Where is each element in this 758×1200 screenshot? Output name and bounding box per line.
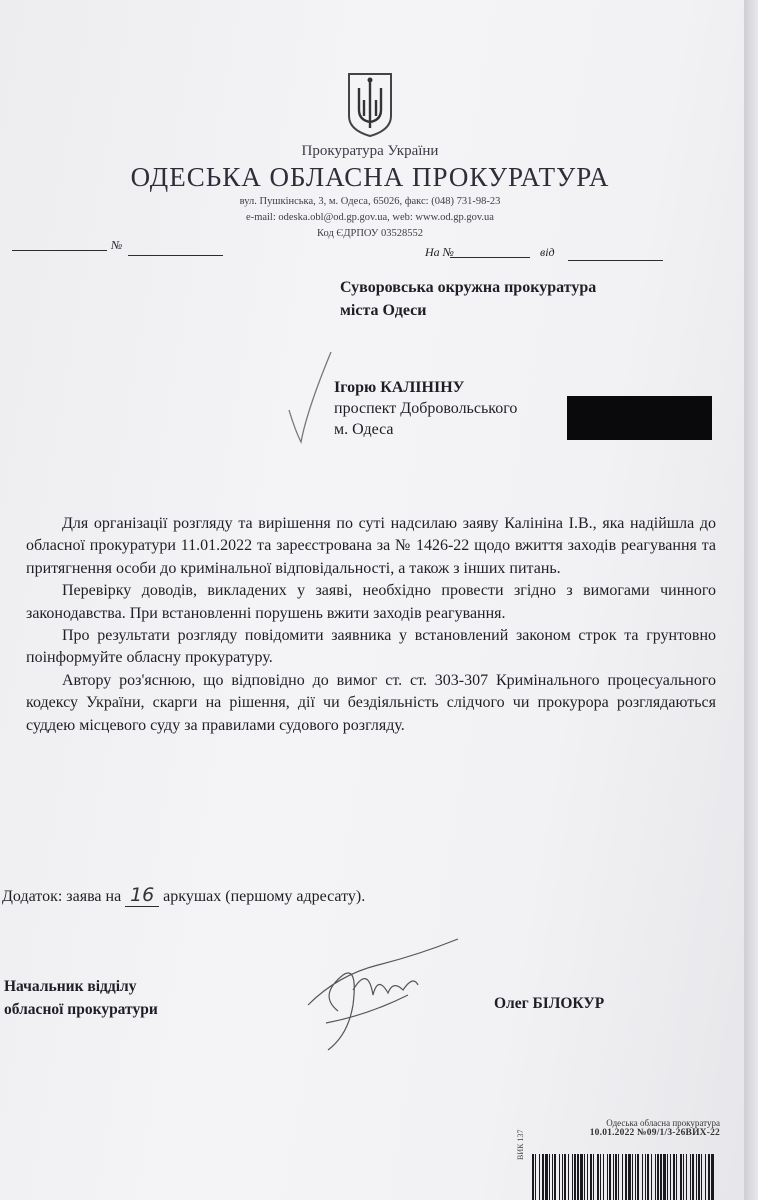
signer-position-line1: Начальник відділу: [4, 978, 137, 995]
body-paragraph-2: Перевірку доводів, викладених у заяві, необхідно провести згідно з вимогами чинного законодавства. При встановленні порушень вжити заходів реагування.: [26, 582, 716, 622]
recipient-person: [334, 377, 517, 440]
incoming-no-label: На №: [425, 245, 454, 259]
stamp-line1: Одеська обласна прокуратура: [606, 1118, 720, 1128]
body-paragraph-3: Про результати розгляду повідомити заявника у встановлений законом строк та грунтовно поінформуйте обласну прокуратуру.: [26, 627, 716, 667]
checkmark-icon: [285, 350, 335, 445]
attachment-line: [2, 884, 365, 907]
body-paragraph-1: Для організації розгляду та вирішення по суті надсилаю заяву Калініна І.В., яка надійшла до обласної прокуратури 11.01.2022 та зареєстрована за № 1426-22 щодо вжиття заходів реагування та притягнення особи до кримінальної відповідальності, а також з інших питань.: [26, 515, 716, 577]
outgoing-date-line: [12, 250, 107, 251]
incoming-no-line: [450, 257, 530, 258]
agency-edrpou: Код ЄДРПОУ 03528552: [317, 228, 423, 239]
barcode-side-label: ВИК 137: [516, 1129, 525, 1160]
recipient-organization: [340, 276, 596, 322]
incoming-date-label: від: [540, 245, 555, 259]
body-paragraph-4: Автору роз'яснюю, що відповідно до вимог ст. ст. 303-307 Кримінального процесуального кодексу України, скарги на рішення, дії чи бездіяльність слідчого чи прокурора розглядаються суддею місцевого суду за правилами судового розгляду.: [26, 671, 716, 734]
signer-position-line2: обласної прокуратури: [4, 1001, 158, 1018]
recipient-org-line2: міста Одеси: [340, 302, 427, 319]
letter-body: [26, 513, 716, 737]
signer-position: [4, 975, 158, 1021]
recipient-street: проспект Добровольського: [334, 400, 518, 417]
agency-contacts: e-mail: odeska.obl@od.gp.gov.ua, web: www.od.gp.gov.ua: [246, 212, 494, 223]
attachment-prefix: Додаток: заява на: [2, 888, 122, 905]
outgoing-no-label: №: [111, 238, 123, 252]
stamp-line2: 10.01.2022 №09/1/3-26ВИХ-22: [589, 1128, 720, 1138]
registration-stamp: [540, 1118, 720, 1138]
barcode: [528, 1150, 718, 1200]
attachment-sheet-count: 16: [125, 884, 159, 907]
incoming-date-line: [568, 260, 663, 261]
agency-name: ОДЕСЬКА ОБЛАСНА ПРОКУРАТУРА: [130, 162, 610, 192]
agency-top-line: Прокуратура України: [301, 143, 439, 159]
handwritten-signature: [298, 935, 468, 1055]
recipient-city: м. Одеса: [334, 421, 394, 438]
trident-emblem-icon: [345, 70, 395, 138]
outgoing-no-line: [128, 255, 223, 256]
recipient-name: Ігорю КАЛІНІНУ: [334, 379, 465, 396]
attachment-suffix: аркушах (першому адресату).: [163, 888, 366, 905]
agency-address: вул. Пушкінська, 3, м. Одеса, 65026, факс: (048) 731-98-23: [239, 196, 501, 207]
page-edge: [744, 0, 758, 1200]
signer-name: Олег БІЛОКУР: [494, 995, 605, 1012]
redaction-block: [567, 396, 712, 440]
recipient-org-line1: Суворовська окружна прокуратура: [340, 279, 597, 296]
